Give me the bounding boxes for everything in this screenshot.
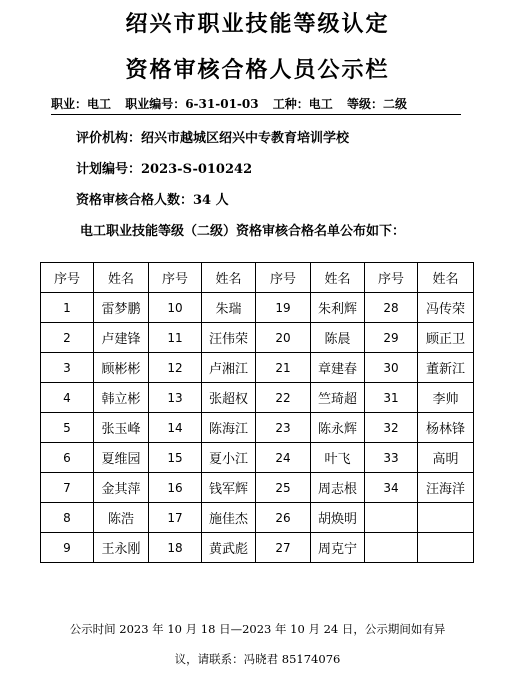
person-name-cell: 周志根 bbox=[311, 473, 365, 503]
trade: 工种：电工 bbox=[272, 97, 333, 111]
level: 等级：二级 bbox=[346, 97, 407, 111]
person-name-cell: 夏维园 bbox=[94, 443, 149, 473]
person-name-cell bbox=[418, 533, 474, 563]
table-row bbox=[41, 293, 474, 323]
person-name-cell: 高明 bbox=[418, 443, 474, 473]
person-name-cell: 陈海江 bbox=[202, 413, 256, 443]
serial-number-cell: 24 bbox=[256, 443, 311, 473]
table-row bbox=[41, 353, 474, 383]
serial-number-cell: 17 bbox=[149, 503, 202, 533]
serial-number-cell: 11 bbox=[149, 323, 202, 353]
occupation-code: 职业编号：6-31-01-03 bbox=[125, 97, 259, 111]
serial-number-cell: 4 bbox=[41, 383, 94, 413]
column-header: 序号 bbox=[149, 263, 202, 293]
table-row bbox=[41, 443, 474, 473]
evaluation-org: 评价机构：绍兴市越城区绍兴中专教育培训学校 bbox=[76, 131, 350, 146]
serial-number-cell: 5 bbox=[41, 413, 94, 443]
person-name-cell bbox=[418, 503, 474, 533]
serial-number-cell: 21 bbox=[256, 353, 311, 383]
qualified-list-table bbox=[40, 262, 474, 563]
person-name-cell: 顾彬彬 bbox=[94, 353, 149, 383]
serial-number-cell: 14 bbox=[149, 413, 202, 443]
serial-number-cell: 3 bbox=[41, 353, 94, 383]
list-intro: 电工职业技能等级（二级）资格审核合格名单公布如下： bbox=[80, 224, 406, 239]
serial-number-cell: 8 bbox=[41, 503, 94, 533]
person-name-cell: 张玉峰 bbox=[94, 413, 149, 443]
serial-number-cell bbox=[365, 533, 418, 563]
serial-number-cell: 7 bbox=[41, 473, 94, 503]
serial-number-cell: 22 bbox=[256, 383, 311, 413]
person-name-cell: 朱利辉 bbox=[311, 293, 365, 323]
person-name-cell: 张超权 bbox=[202, 383, 256, 413]
serial-number-cell: 32 bbox=[365, 413, 418, 443]
serial-number-cell: 29 bbox=[365, 323, 418, 353]
person-name-cell: 韩立彬 bbox=[94, 383, 149, 413]
person-name-cell: 董新江 bbox=[418, 353, 474, 383]
column-header: 姓名 bbox=[418, 263, 474, 293]
serial-number-cell: 1 bbox=[41, 293, 94, 323]
table-row bbox=[41, 413, 474, 443]
person-name-cell: 夏小江 bbox=[202, 443, 256, 473]
serial-number-cell: 12 bbox=[149, 353, 202, 383]
column-header: 姓名 bbox=[94, 263, 149, 293]
person-name-cell: 竺琦超 bbox=[311, 383, 365, 413]
column-header: 序号 bbox=[365, 263, 418, 293]
serial-number-cell bbox=[365, 503, 418, 533]
person-name-cell: 顾正卫 bbox=[418, 323, 474, 353]
person-name-cell: 胡焕明 bbox=[311, 503, 365, 533]
person-name-cell: 陈永辉 bbox=[311, 413, 365, 443]
person-name-cell: 叶飞 bbox=[311, 443, 365, 473]
table-row bbox=[41, 533, 474, 563]
serial-number-cell: 31 bbox=[365, 383, 418, 413]
serial-number-cell: 27 bbox=[256, 533, 311, 563]
serial-number-cell: 9 bbox=[41, 533, 94, 563]
person-name-cell: 金其萍 bbox=[94, 473, 149, 503]
serial-number-cell: 6 bbox=[41, 443, 94, 473]
job-info-line bbox=[51, 95, 461, 115]
serial-number-cell: 13 bbox=[149, 383, 202, 413]
serial-number-cell: 15 bbox=[149, 443, 202, 473]
person-name-cell: 黄武彪 bbox=[202, 533, 256, 563]
person-name-cell: 汪伟荣 bbox=[202, 323, 256, 353]
occupation: 职业：电工 bbox=[51, 97, 112, 111]
contact-info: 议，请联系：冯晓君 85174076 bbox=[174, 652, 341, 666]
serial-number-cell: 23 bbox=[256, 413, 311, 443]
person-name-cell: 施佳杰 bbox=[202, 503, 256, 533]
column-header: 姓名 bbox=[311, 263, 365, 293]
serial-number-cell: 16 bbox=[149, 473, 202, 503]
qualified-count: 资格审核合格人数：34 人 bbox=[76, 193, 229, 208]
person-name-cell: 陈浩 bbox=[94, 503, 149, 533]
person-name-cell: 卢湘江 bbox=[202, 353, 256, 383]
serial-number-cell: 28 bbox=[365, 293, 418, 323]
serial-number-cell: 33 bbox=[365, 443, 418, 473]
serial-number-cell: 18 bbox=[149, 533, 202, 563]
page-subtitle: 资格审核合格人员公示栏 bbox=[125, 57, 390, 83]
person-name-cell: 钱军辉 bbox=[202, 473, 256, 503]
person-name-cell: 杨林锋 bbox=[418, 413, 474, 443]
table-row bbox=[41, 503, 474, 533]
person-name-cell: 雷梦鹏 bbox=[94, 293, 149, 323]
serial-number-cell: 30 bbox=[365, 353, 418, 383]
serial-number-cell: 19 bbox=[256, 293, 311, 323]
serial-number-cell: 20 bbox=[256, 323, 311, 353]
notice-period: 公示时间 2023 年 10 月 18 日—2023 年 10 月 24 日，公示期间如有异 bbox=[69, 622, 446, 636]
person-name-cell: 李帅 bbox=[418, 383, 474, 413]
column-header: 序号 bbox=[256, 263, 311, 293]
serial-number-cell: 25 bbox=[256, 473, 311, 503]
serial-number-cell: 34 bbox=[365, 473, 418, 503]
page-title: 绍兴市职业技能等级认定 bbox=[125, 11, 390, 37]
table-row bbox=[41, 383, 474, 413]
person-name-cell: 汪海洋 bbox=[418, 473, 474, 503]
person-name-cell: 章建春 bbox=[311, 353, 365, 383]
column-header: 序号 bbox=[41, 263, 94, 293]
column-header: 姓名 bbox=[202, 263, 256, 293]
plan-number: 计划编号：2023-S-010242 bbox=[76, 162, 253, 177]
person-name-cell: 王永刚 bbox=[94, 533, 149, 563]
person-name-cell: 卢建锋 bbox=[94, 323, 149, 353]
table-row bbox=[41, 323, 474, 353]
person-name-cell: 冯传荣 bbox=[418, 293, 474, 323]
serial-number-cell: 26 bbox=[256, 503, 311, 533]
table-header-row bbox=[41, 263, 474, 293]
serial-number-cell: 2 bbox=[41, 323, 94, 353]
person-name-cell: 陈晨 bbox=[311, 323, 365, 353]
serial-number-cell: 10 bbox=[149, 293, 202, 323]
person-name-cell: 朱瑞 bbox=[202, 293, 256, 323]
person-name-cell: 周克宁 bbox=[311, 533, 365, 563]
table-row bbox=[41, 473, 474, 503]
